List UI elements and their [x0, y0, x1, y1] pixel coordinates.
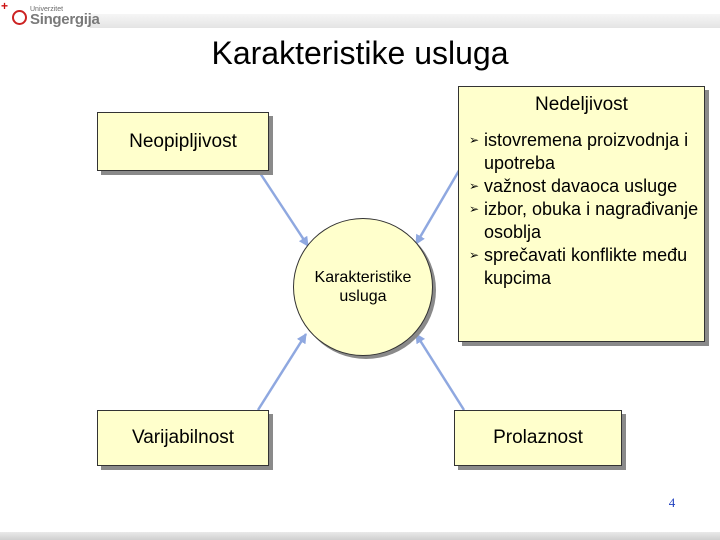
slide-title: Karakteristike usluga: [211, 35, 509, 71]
prolaznost-box: [454, 410, 622, 466]
logo-subtitle: Univerzitet: [30, 6, 64, 13]
varijabilnost-box: [97, 410, 269, 466]
varijabilnost-label: Varijabilnost: [131, 427, 235, 448]
arrow-prolaznost: [416, 334, 464, 410]
logo-name: Singergija: [30, 11, 100, 28]
nedeljivost-title: Nedeljivost: [535, 94, 628, 115]
list-item: ➢ važnost davaoca usluge: [469, 176, 678, 196]
arrow-neopipljivost: [258, 170, 308, 246]
arrow-bullet-icon: ➢: [469, 202, 480, 216]
nedeljivost-list: [469, 129, 701, 290]
arrow-bullet-icon: ➢: [469, 179, 480, 193]
arrow-varijabilnost: [258, 334, 306, 410]
nedeljivost-box: [458, 86, 705, 342]
prolaznost-label: Prolaznost: [493, 427, 583, 448]
center-label-line2: usluga: [339, 288, 387, 305]
neopipljivost-label: Neopipljivost: [129, 130, 237, 152]
page-number: 4: [668, 495, 676, 510]
arrow-bullet-icon: ➢: [469, 248, 480, 262]
list-item: ➢ sprečavati konflikte među kupcima: [469, 245, 688, 288]
arrow-bullet-icon: ➢: [469, 133, 480, 147]
list-item: ➢ istovremena proizvodnja i upotreba: [469, 130, 689, 173]
list-item: ➢ izbor, obuka i nagrađivanje osoblja: [469, 199, 699, 242]
arrow-nedeljivost: [416, 162, 464, 244]
center-circle: [293, 218, 433, 356]
neopipljivost-box: [97, 112, 269, 171]
center-label-line1: Karakteristike: [314, 269, 412, 286]
cross-icon: +: [1, 0, 9, 13]
footer-band: [0, 532, 720, 540]
